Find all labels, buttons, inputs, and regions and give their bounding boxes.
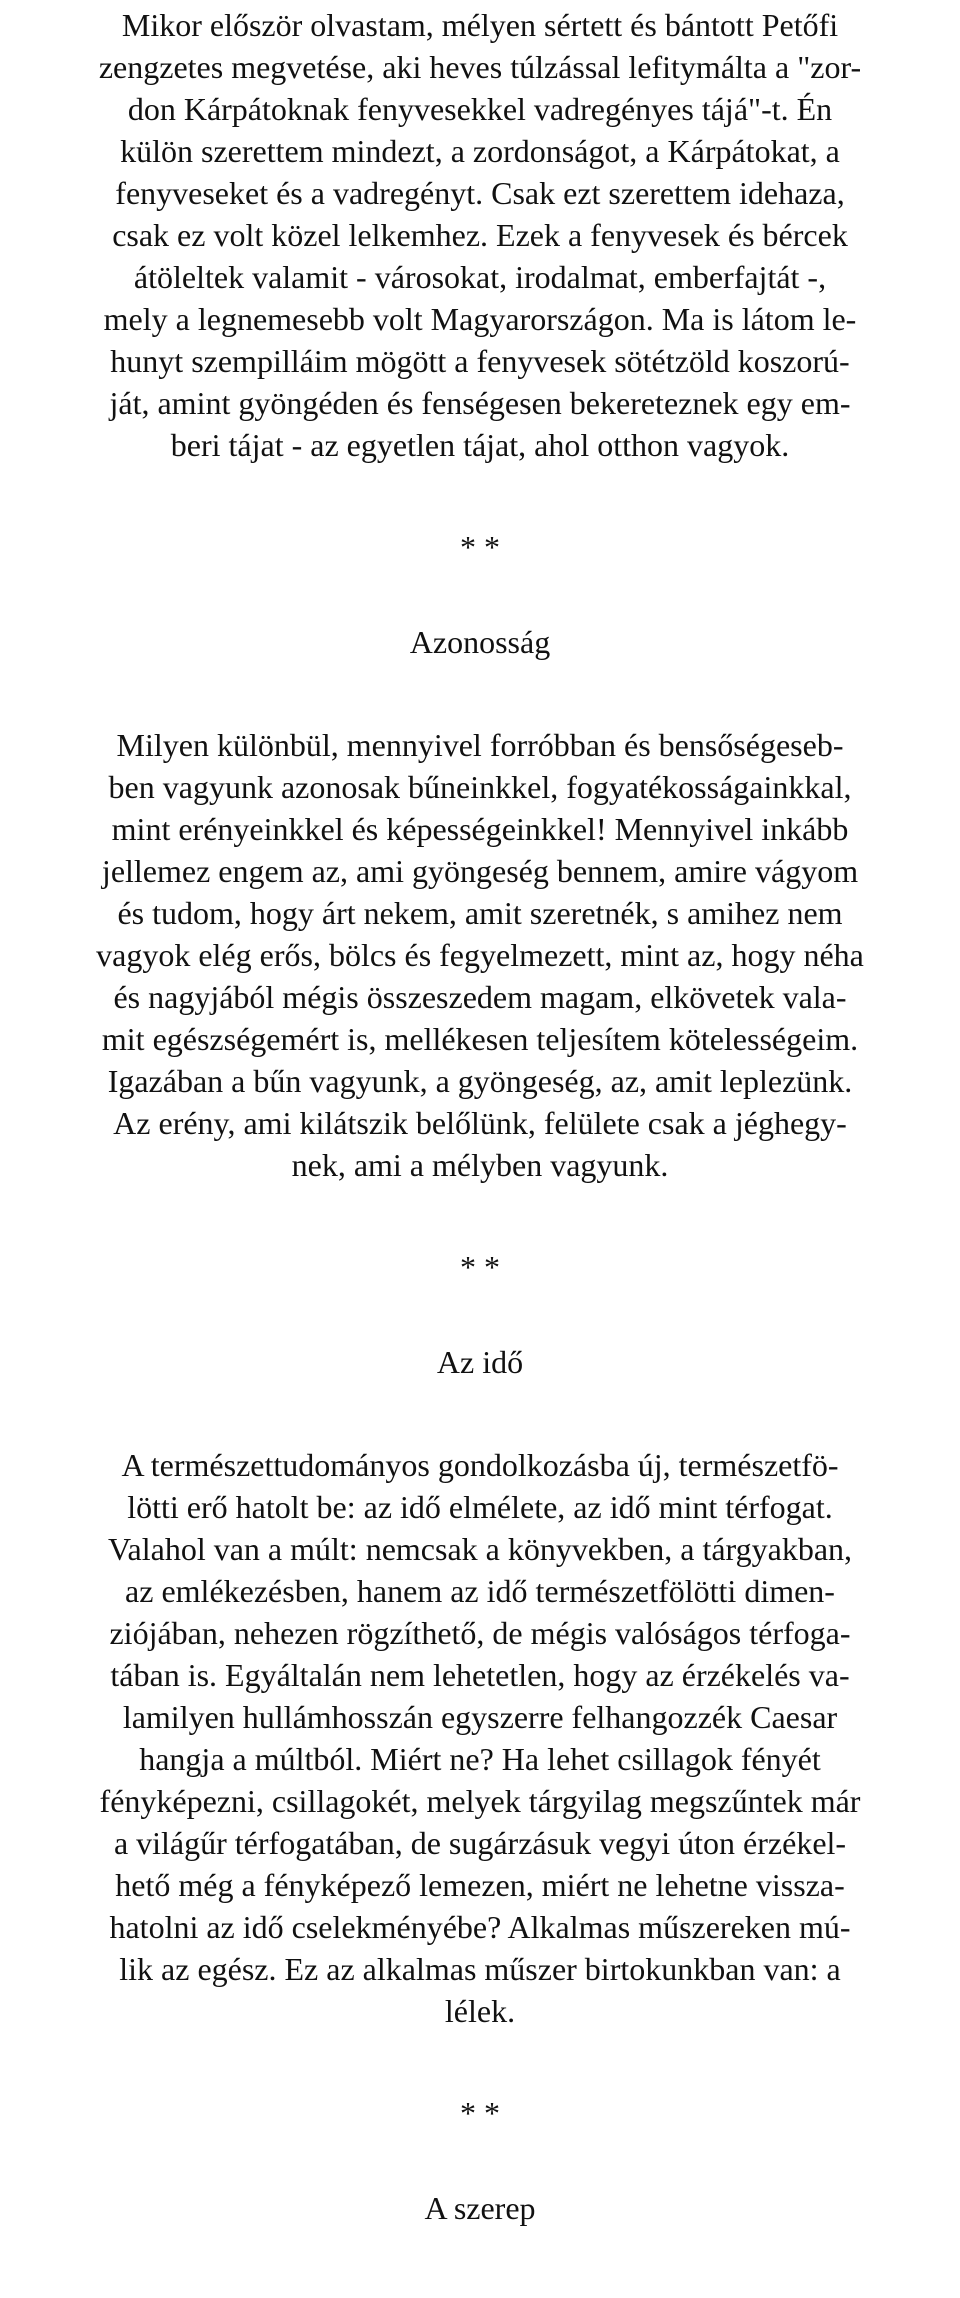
text-line: és nagyjából mégis összeszedem magam, elkövetek vala-: [113, 979, 847, 1015]
text-line: átöleltek valamit - városokat, irodalmat, emberfajtát -,: [133, 259, 827, 295]
text-line: ben vagyunk azonosak bűneinkkel, fogyatékosságainkkal,: [108, 769, 852, 805]
text-line: lélek.: [444, 1993, 516, 2029]
text-line: tában is. Egyáltalán nem lehetetlen, hogy az érzékelés va-: [110, 1657, 850, 1693]
text-line: Mikor először olvastam, mélyen sértett és bántott Petőfi: [121, 7, 839, 43]
text-line: a világűr térfogatában, de sugárzásuk vegyi úton érzékel-: [113, 1825, 847, 1861]
section-separator: * *: [460, 2095, 500, 2131]
text-line: vagyok elég erős, bölcs és fegyelmezett, mint az, hogy néha: [96, 937, 864, 973]
text-line: az emlékezésben, hanem az idő természetfölötti dimen-: [125, 1573, 835, 1609]
text-line: lamilyen hullámhosszán egyszerre felhangozzék Caesar: [122, 1699, 838, 1735]
text-line: Az erény, ami kilátszik belőlünk, felülete csak a jéghegy-: [113, 1105, 847, 1141]
text-line: mely a legnemesebb volt Magyarországon. Ma is látom le-: [103, 301, 857, 337]
text-line: don Kárpátoknak fenyvesekkel vadregényes tájá"-t. Én: [127, 91, 833, 127]
text-line: lik az egész. Ez az alkalmas műszer birtokunkban van: a: [119, 1951, 841, 1987]
text-line: hangja a múltból. Miért ne? Ha lehet csillagok fényét: [139, 1741, 821, 1777]
section-heading: Az idő: [436, 1344, 524, 1380]
text-line: lötti erő hatolt be: az idő elmélete, az idő mint térfogat.: [127, 1489, 833, 1525]
text-line: ziójában, nehezen rögzíthető, de mégis valóságos térfoga-: [109, 1615, 851, 1651]
section-separator: * *: [460, 529, 500, 565]
text-line: fenyveseket és a vadregényt. Csak ezt szerettem idehaza,: [115, 175, 845, 211]
section-heading: Azonosság: [409, 624, 551, 660]
text-line: nek, ami a mélyben vagyunk.: [291, 1147, 669, 1183]
section-separator: * *: [460, 1249, 500, 1285]
text-line: fényképezni, csillagokét, melyek tárgyilag megszűntek már: [99, 1783, 861, 1819]
text-line: zengzetes megvetése, aki heves túlzással lefitymálta a "zor-: [98, 49, 862, 85]
section-heading: A szerep: [424, 2190, 536, 2226]
text-line: mit egészségemért is, mellékesen teljesítem kötelességeim.: [101, 1021, 859, 1057]
text-line: Igazában a bűn vagyunk, a gyöngeség, az, amit leplezünk.: [107, 1063, 853, 1099]
text-line: külön szerettem mindezt, a zordonságot, a Kárpátokat, a: [120, 133, 840, 169]
text-line: Milyen különbül, mennyivel forróbban és bensőségeseb-: [116, 727, 844, 763]
text-line: hatolni az idő cselekményébe? Alkalmas műszereken mú-: [109, 1909, 851, 1945]
text-line: csak ez volt közel lelkemhez. Ezek a fenyvesek és bércek: [112, 217, 848, 253]
text-line: és tudom, hogy árt nekem, amit szeretnék, s amihez nem: [117, 895, 843, 931]
text-line: hető még a fényképező lemezen, miért ne lehetne vissza-: [115, 1867, 845, 1903]
text-line: hunyt szempilláim mögött a fenyvesek sötétzöld koszorú-: [110, 343, 850, 379]
text-line: beri tájat - az egyetlen tájat, ahol otthon vagyok.: [170, 427, 790, 463]
text-line: Valahol van a múlt: nemcsak a könyvekben, a tárgyakban,: [107, 1531, 853, 1567]
text-line: A természettudományos gondolkozásba új, természetfö-: [121, 1447, 839, 1483]
text-line: ját, amint gyöngéden és fenségesen bekereteznek egy em-: [109, 385, 851, 421]
text-line: mint erényeinkkel és képességeinkkel! Mennyivel inkább: [111, 811, 849, 847]
text-line: jellemez engem az, ami gyöngeség bennem, amire vágyom: [101, 853, 859, 889]
